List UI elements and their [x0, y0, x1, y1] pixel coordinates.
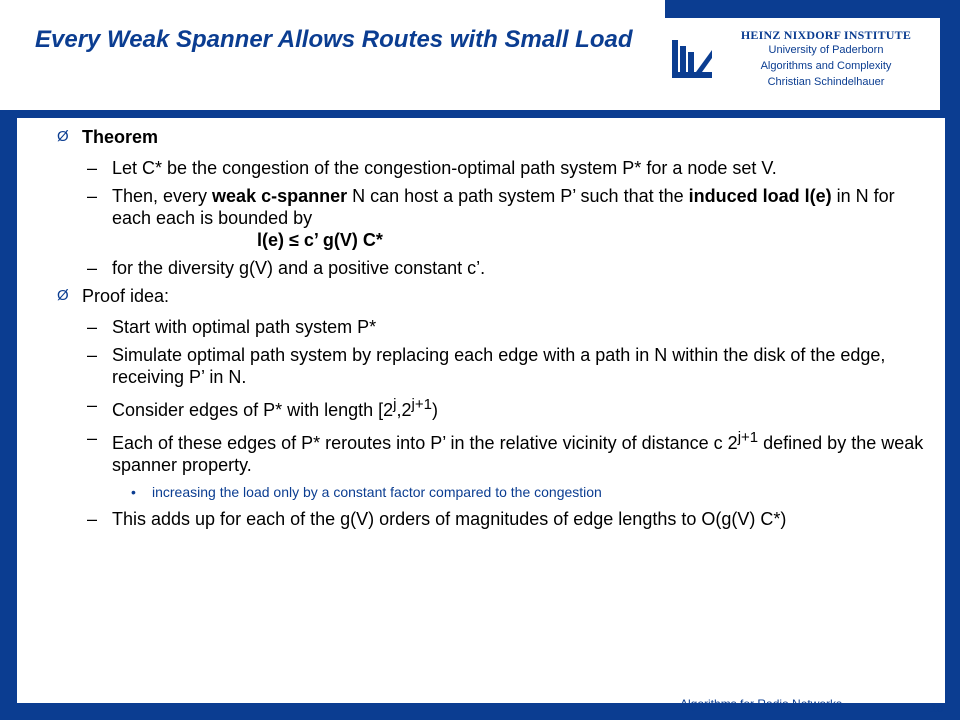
dash-bullet-icon: –: [87, 395, 98, 415]
dash-bullet-icon: –: [87, 158, 98, 178]
proof-item-4: [57, 427, 927, 476]
proof-subitem-1-text: increasing the load only by a constant factor compared to the congestion: [152, 484, 602, 500]
institute-name: HEINZ NIXDORF INSTITUTE: [740, 28, 912, 42]
arrow-bullet-icon: Ø: [57, 287, 69, 304]
theorem-item-1-text: Let C* be the congestion of the congestion-optimal path system P* for a node set V.: [112, 158, 777, 178]
superscript-j: j: [393, 396, 397, 413]
slide-title: Every Weak Spanner Allows Routes with Small Load: [35, 26, 633, 53]
proof-item-2: [57, 344, 927, 388]
theorem-item-2-pre: Then, every: [112, 186, 213, 206]
proof-item-3-mid: ,2: [396, 400, 412, 420]
slide-body: [57, 126, 927, 536]
proof-item-5: [57, 508, 927, 530]
frame-right: [945, 0, 960, 720]
dash-bullet-icon: –: [87, 345, 98, 365]
proof-item-3-pre: Consider edges of P* with length [2: [112, 400, 394, 420]
frame-left: [0, 110, 17, 720]
arrow-bullet-icon: Ø: [57, 128, 69, 145]
proof-item-1: [57, 316, 927, 338]
dash-bullet-icon: –: [87, 258, 98, 278]
load-bound-equation: l(e) ≤ c’ g(V) C*: [257, 230, 383, 250]
institute-university: University of Paderborn: [768, 44, 884, 56]
footer-course-title: Algorithms for Radio Networks: [680, 697, 843, 711]
dash-bullet-icon: –: [87, 509, 98, 529]
proof-heading-item: [57, 285, 927, 307]
proof-item-5-text: This adds up for each of the g(V) orders of magnitudes of edge lengths to O(g(V) C*): [112, 509, 787, 529]
proof-subitem-1: [57, 482, 927, 502]
institute-author: Christian Schindelhauer: [767, 76, 885, 88]
proof-item-3: [57, 394, 927, 421]
theorem-item-2-mid: N can host a path system P’ such that the: [347, 186, 689, 206]
proof-item-4-post: defined by the weak spanner property.: [112, 433, 924, 475]
superscript-j-plus-1: j+1: [411, 396, 432, 413]
dot-bullet-icon: •: [131, 484, 136, 500]
header-bottom-bar: [17, 110, 960, 118]
theorem-item-2: [57, 185, 927, 251]
proof-item-4-pre: Each of these edges of P* reroutes into P’ in the relative vicinity of distance c 2: [112, 433, 738, 453]
proof-item-1-text: Start with optimal path system P*: [112, 317, 377, 337]
weak-spanner-term: weak c-spanner: [212, 186, 348, 206]
proof-item-2-text: Simulate optimal path system by replacing each edge with a path in N within the disk of the edge, receiving P’ in N.: [112, 345, 886, 387]
theorem-item-1: [57, 157, 927, 179]
theorem-item-3-text: for the diversity g(V) and a positive constant c’.: [112, 258, 486, 278]
theorem-item-3: [57, 257, 927, 279]
proof-heading: Proof idea:: [82, 286, 170, 306]
proof-item-3-post: ): [431, 400, 438, 420]
induced-load-term: induced load l(e): [688, 186, 832, 206]
institute-info: [712, 28, 940, 90]
superscript-j-plus-1: j+1: [737, 429, 759, 446]
dash-bullet-icon: –: [87, 186, 98, 206]
dash-bullet-icon: –: [87, 317, 98, 337]
institute-group: Algorithms and Complexity: [760, 60, 892, 72]
page-number: 16: [930, 701, 944, 715]
institute-logo-icon: [668, 32, 716, 84]
theorem-item-2-post: in N for each each is bounded by: [112, 186, 895, 228]
dash-bullet-icon: –: [87, 428, 98, 448]
theorem-heading-item: [57, 126, 927, 148]
header-band: [665, 0, 960, 18]
theorem-heading: Theorem: [82, 127, 159, 147]
